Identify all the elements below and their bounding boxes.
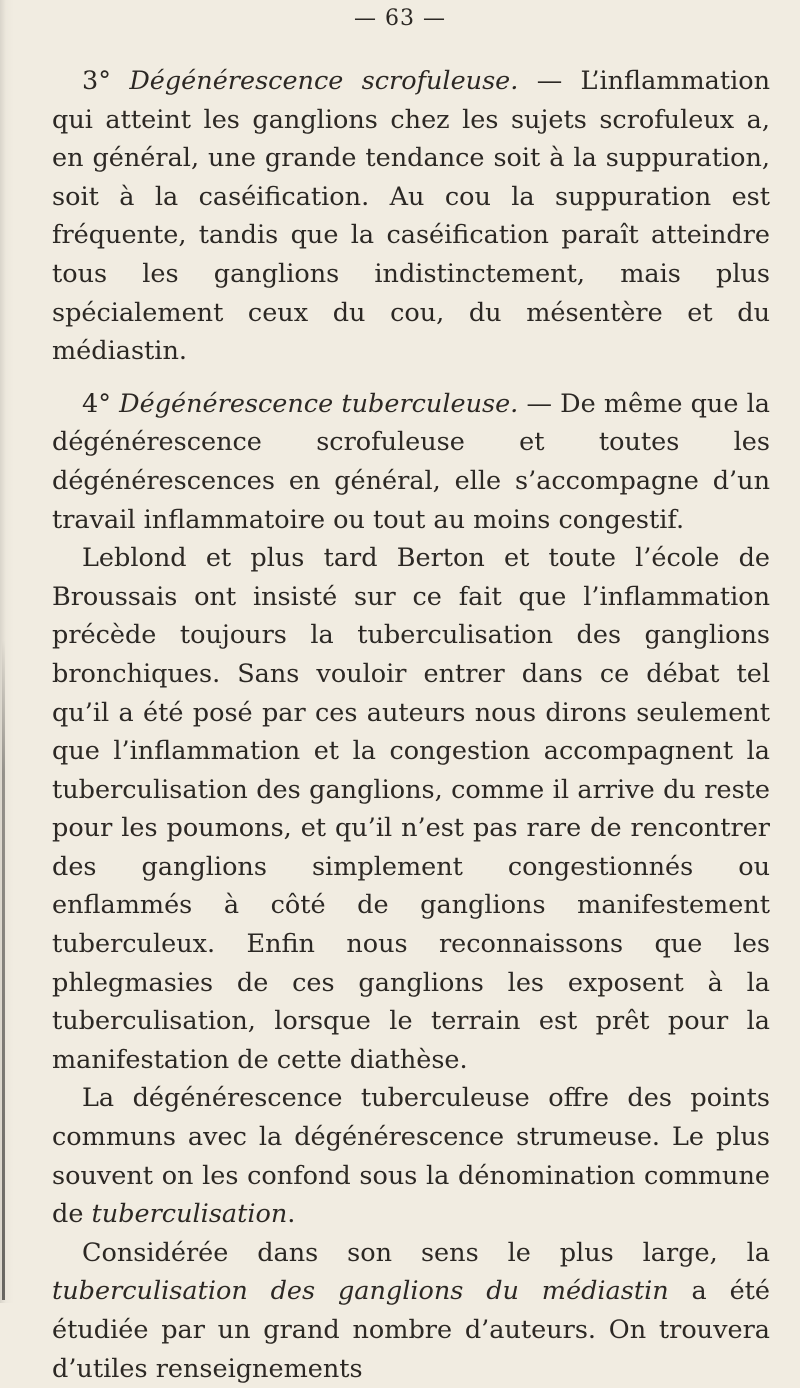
- page-edge-shadow: [2, 640, 5, 1300]
- paragraph-text-start: Considérée dans son sens le plus large, la: [82, 1237, 770, 1268]
- section-heading: Dégénérescence tuberculeuse.: [119, 388, 519, 419]
- section-text: — De même que la dégénérescence scrofuleuse et toutes les dégénérescences en général, elle s’accompagne d’un travail inflammatoire ou tout au moins congestif.: [52, 388, 770, 535]
- section-text: — L’inflammation qui atteint les ganglions chez les sujets scrofuleux a, en général, une grande tendance soit à la suppuration, soit à la caséification. Au cou la suppuration est fréquente, tandis que la caséification paraît atteindre tous les ganglions indistinctement, mais plus spécialement ceux du cou, du mésentère et du médiastin.: [52, 66, 771, 367]
- paragraph-text-end: a été étudiée par un grand nombre d’auteurs. On trouvera d’utiles renseignements: [52, 1276, 770, 1384]
- paragraph-end: .: [287, 1199, 296, 1230]
- section-degenerescence-scrofuleuse: [52, 62, 770, 371]
- paragraph-text: La dégénérescence tuberculeuse offre des points communs avec la dégénérescence strumeuse. Le plus souvent on les confond sous la dénomination commune de: [52, 1083, 770, 1230]
- paragraph-strumeuse: [52, 1079, 770, 1233]
- paragraph-consideree: [52, 1234, 770, 1388]
- section-degenerescence-tuberculeuse: [52, 385, 770, 539]
- section-heading: Dégénérescence scrofuleuse.: [129, 66, 519, 96]
- section-marker: 3°: [82, 66, 111, 96]
- italic-term: tuberculisation: [91, 1199, 288, 1230]
- page-number: — 63 —: [354, 6, 446, 31]
- paragraph-leblond: Leblond et plus tard Berton et toute l’école de Broussais ont insisté sur ce fait que l’inflammation précède toujours la tuberculisation des ganglions bronchiques. Sans vouloir entrer dans ce débat tel qu’il a été posé par ces auteurs nous dirons seulement que l’inflammation et la congestion accompagnent la tuberculisation des ganglions, comme il arrive du reste pour les poumons, et qu’il n’est pas rare de rencontrer des ganglions simplement congestionnés ou enflammés à côté de ganglions manifestement tuberculeux. Enfin nous reconnaissons que les phlegmasies de ces ganglions les exposent à la tuberculisation, lorsque le terrain est prêt pour la manifestation de cette diathèse.: [52, 543, 770, 1075]
- body-text: [52, 62, 770, 1388]
- italic-term: tuberculisation des ganglions du médiastin: [52, 1276, 669, 1307]
- section-marker: 4°: [82, 388, 111, 419]
